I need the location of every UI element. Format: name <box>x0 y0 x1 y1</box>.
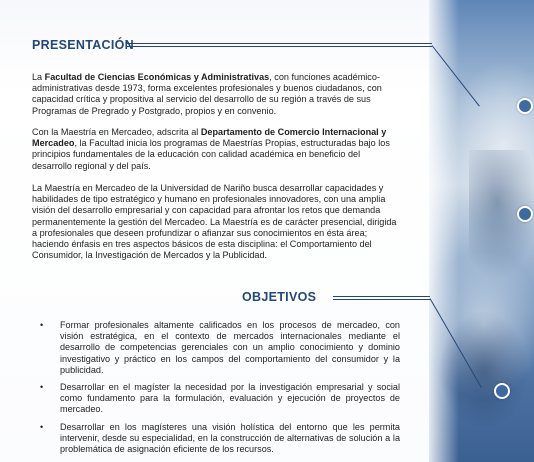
objetivo-item-3: • Desarrollar en los magísteres una visión holística del entorno que les permita intervenir, desde su especialidad, en la construcción de alternativas de solución a la problemática de asignación eficiente de los recursos. <box>40 421 400 455</box>
presentacion-paragraph-2: Con la Maestría en Mercadeo, adscrita al Departamento de Comercio Internacional y Mercadeo, la Facultad inicia los programas de Maestrías Propias, estructuradas bajo los principios fundamentales de la educación con calidad académica en beneficio del desarrollo regional y del país. <box>32 127 390 171</box>
objetivos-heading-rule <box>333 296 430 300</box>
bullet-icon: • <box>40 421 44 432</box>
presentacion-paragraph-3: La Maestría en Mercadeo de la Universidad de Nariño busca desarrollar capacidades y habilidades de tipo estratégico y humano en profesionales innovadores, con una amplia visión del desarrollo empresarial y con capacidad para afrontar los retos que demanda permanentemente la gestión del Mercadeo. La Maestría es de carácter presencial, dirigida a profesionales que deseen profundizar o afianzar sus conocimientos en ésta área; haciendo énfasis en tres aspectos básicos de esta disciplina: el Comportamiento del Consumidor, la Investigación de Mercados y la Publicidad. <box>32 183 397 261</box>
presentacion-heading-rule <box>127 43 432 47</box>
presentacion-ring-icon <box>517 98 533 114</box>
bullet-icon: • <box>40 320 44 330</box>
faculty-name: Facultad de Ciencias Económicas y Administrativas <box>44 72 270 82</box>
photo-figure-lower <box>439 310 529 430</box>
objetivos-heading: OBJETIVOS <box>242 290 317 304</box>
ring-icon <box>517 206 533 222</box>
department-name: Departamento de Comercio Internacional y Mercadeo <box>32 127 387 149</box>
objetivo-item-1: • Formar profesionales altamente calificados en los procesos de mercadeo, con visión estratégica, en el contexto de mercados internacionales mediante el desarrollo de competencias gerenciales con un amplio conocimiento y dominio investigativo y práctico en los campos del comportamiento del consumidor y la publicidad. <box>40 320 400 375</box>
presentacion-heading: PRESENTACIÓN <box>32 38 134 52</box>
presentacion-paragraph-1: La Facultad de Ciencias Económicas y Administrativas, con funciones académico-administrativas desde 1973, forma excelentes profesionales y buenos ciudadanos, con capacidad crítica y propositiva al servicio del desarrollo de su región a través de sus Programas de Pregrado y Postgrado, propios y en convenio. <box>32 72 382 116</box>
objetivo-item-2: • Desarrollar en el magíster la necesidad por la investigación empresarial y social como fundamento para la formulación, evaluación y ejecución de proyectos de mercadeo. <box>40 382 400 415</box>
objetivos-list <box>40 320 400 461</box>
background-photo <box>429 0 534 462</box>
bullet-icon: • <box>40 382 44 393</box>
objetivos-ring-icon <box>494 383 510 399</box>
